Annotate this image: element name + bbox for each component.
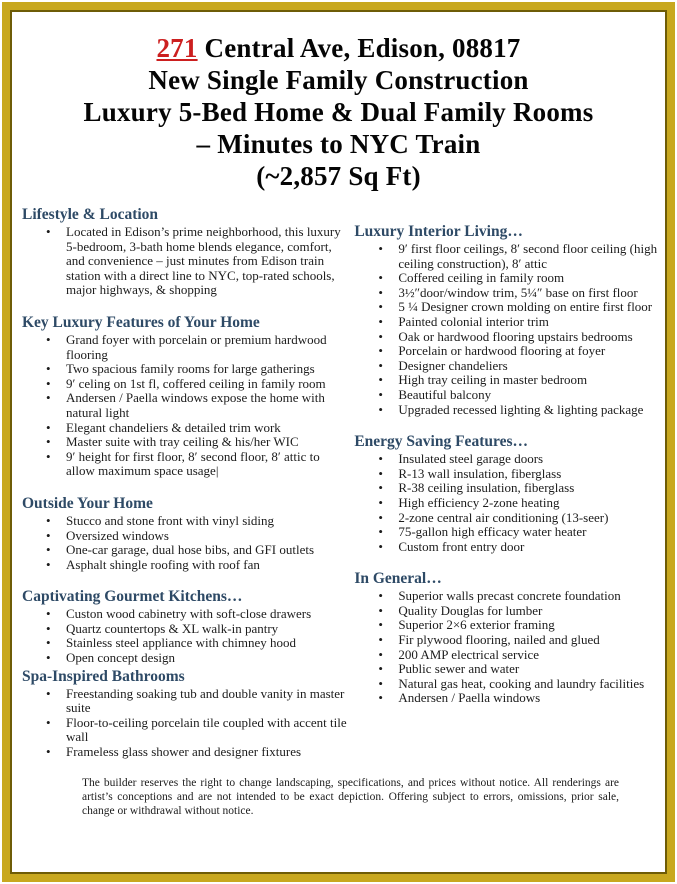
section-heading: Outside Your Home [22, 494, 153, 512]
feature-list [354, 452, 661, 554]
feature-item: • Painted colonial interior trim [354, 315, 661, 330]
feature-item: • Public sewer and water [354, 662, 661, 677]
column-right [354, 206, 661, 706]
feature-item: • High efficiency 2-zone heating [354, 496, 661, 511]
page-content-area [10, 10, 667, 874]
feature-item: • Beautiful balcony [354, 388, 661, 403]
address-rest: Central Ave, Edison, 08817 [197, 33, 521, 63]
feature-item: • Freestanding soaking tub and double vanity in master suite [22, 687, 348, 716]
feature-item: • Oversized windows [22, 529, 348, 544]
feature-section [22, 668, 348, 760]
feature-item: • 9′ first floor ceilings, 8′ second floor ceiling (high ceiling construction), 8′ attic [354, 242, 661, 271]
feature-item: • Master suite with tray ceiling & his/her WIC [22, 435, 348, 450]
feature-section [22, 588, 348, 665]
feature-item: • Grand foyer with porcelain or premium hardwood flooring [22, 333, 348, 362]
feature-item: • Quartz countertops & XL walk-in pantry [22, 622, 348, 637]
feature-item: • Designer chandeliers [354, 359, 661, 374]
feature-list [354, 242, 661, 417]
feature-item: • 3½″door/window trim, 5¼″ base on first floor [354, 286, 661, 301]
feature-item: • Oak or hardwood flooring upstairs bedrooms [354, 330, 661, 345]
feature-item: • Superior 2×6 exterior framing [354, 618, 661, 633]
feature-item: • Andersen / Paella windows expose the home with natural light [22, 391, 348, 420]
feature-section [354, 570, 661, 706]
feature-item: • Upgraded recessed lighting & lighting package [354, 403, 661, 418]
feature-item: • 5 ¼ Designer crown molding on entire first floor [354, 300, 661, 315]
feature-list [22, 607, 348, 665]
feature-list [354, 589, 661, 706]
flyer-title [12, 32, 665, 192]
feature-item: • Insulated steel garage doors [354, 452, 661, 467]
feature-item: • R-38 ceiling insulation, fiberglass [354, 481, 661, 496]
title-line-address [12, 32, 665, 64]
feature-item: • Custom front entry door [354, 540, 661, 555]
section-heading: Energy Saving Features… [354, 433, 528, 451]
section-heading: Lifestyle & Location [22, 206, 159, 223]
title-line-sqft: (~2,857 Sq Ft) [256, 161, 421, 191]
feature-item: • Natural gas heat, cooking and laundry facilities [354, 677, 661, 692]
feature-item: • Asphalt shingle roofing with roof fan [22, 558, 348, 573]
feature-item: • Andersen / Paella windows [354, 691, 661, 706]
feature-item: • Located in Edison’s prime neighborhood, this luxury 5-bedroom, 3-bath home blends elegance, comfort, and convenience – just minutes from Edison train station with a direct line to NYC, top-rated schools, major highways, & shopping [22, 225, 348, 298]
feature-item: • Fir plywood flooring, nailed and glued [354, 633, 661, 648]
feature-item: • Coffered ceiling in family room [354, 271, 661, 286]
feature-section [22, 206, 348, 298]
feature-item: • Superior walls precast concrete foundation [354, 589, 661, 604]
title-line-construction: New Single Family Construction [148, 65, 529, 95]
feature-item: • 200 AMP electrical service [354, 648, 661, 663]
feature-item: • One-car garage, dual hose bibs, and GFI outlets [22, 543, 348, 558]
address-number: 271 [156, 33, 198, 63]
feature-item: • Floor-to-ceiling porcelain tile coupled with accent tile wall [22, 716, 348, 745]
feature-list [22, 333, 348, 479]
two-column-layout [12, 192, 665, 760]
feature-section [354, 433, 661, 554]
section-heading: Key Luxury Features of Your Home [22, 313, 260, 331]
section-heading: Spa-Inspired Bathrooms [22, 667, 185, 685]
section-heading: In General… [354, 570, 442, 588]
feature-section [354, 223, 661, 417]
builder-disclaimer: The builder reserves the right to change landscaping, specifications, and prices without notice. All renderings are artist’s conceptions and are not intended to be exact depiction. Offering subject to errors, omissions, prior sale, change or withdrawal without notice. [82, 776, 619, 817]
section-heading: Captivating Gourmet Kitchens… [22, 588, 243, 606]
feature-item: • Custon wood cabinetry with soft-close drawers [22, 607, 348, 622]
feature-item: • High tray ceiling in master bedroom [354, 373, 661, 388]
feature-item: • 75-gallon high efficacy water heater [354, 525, 661, 540]
title-line-luxury: Luxury 5-Bed Home & Dual Family Rooms [83, 97, 594, 127]
feature-item: • Frameless glass shower and designer fixtures [22, 745, 348, 760]
feature-item: • Porcelain or hardwood flooring at foyer [354, 344, 661, 359]
feature-item: • Elegant chandeliers & detailed trim work [22, 421, 348, 436]
feature-list [22, 687, 348, 760]
feature-list [22, 514, 348, 572]
feature-item: • Stainless steel appliance with chimney hood [22, 636, 348, 651]
feature-section [22, 495, 348, 572]
gold-frame-border [2, 2, 675, 882]
feature-item: • Quality Douglas for lumber [354, 604, 661, 619]
feature-item: • Stucco and stone front with vinyl siding [22, 514, 348, 529]
feature-item: • R-13 wall insulation, fiberglass [354, 467, 661, 482]
feature-item: • Open concept design [22, 651, 348, 666]
feature-item: • 9′ height for first floor, 8′ second floor, 8′ attic to allow maximum space usage| [22, 450, 348, 479]
section-heading: Luxury Interior Living… [354, 223, 523, 240]
column-left [22, 206, 348, 760]
feature-item: • 2-zone central air conditioning (13-seer) [354, 511, 661, 526]
title-line-train: – Minutes to NYC Train [196, 129, 481, 159]
feature-item: • 9′ celing on 1st fl, coffered ceiling in family room [22, 377, 348, 392]
feature-section [22, 314, 348, 479]
feature-list [22, 225, 348, 298]
feature-item: • Two spacious family rooms for large gatherings [22, 362, 348, 377]
